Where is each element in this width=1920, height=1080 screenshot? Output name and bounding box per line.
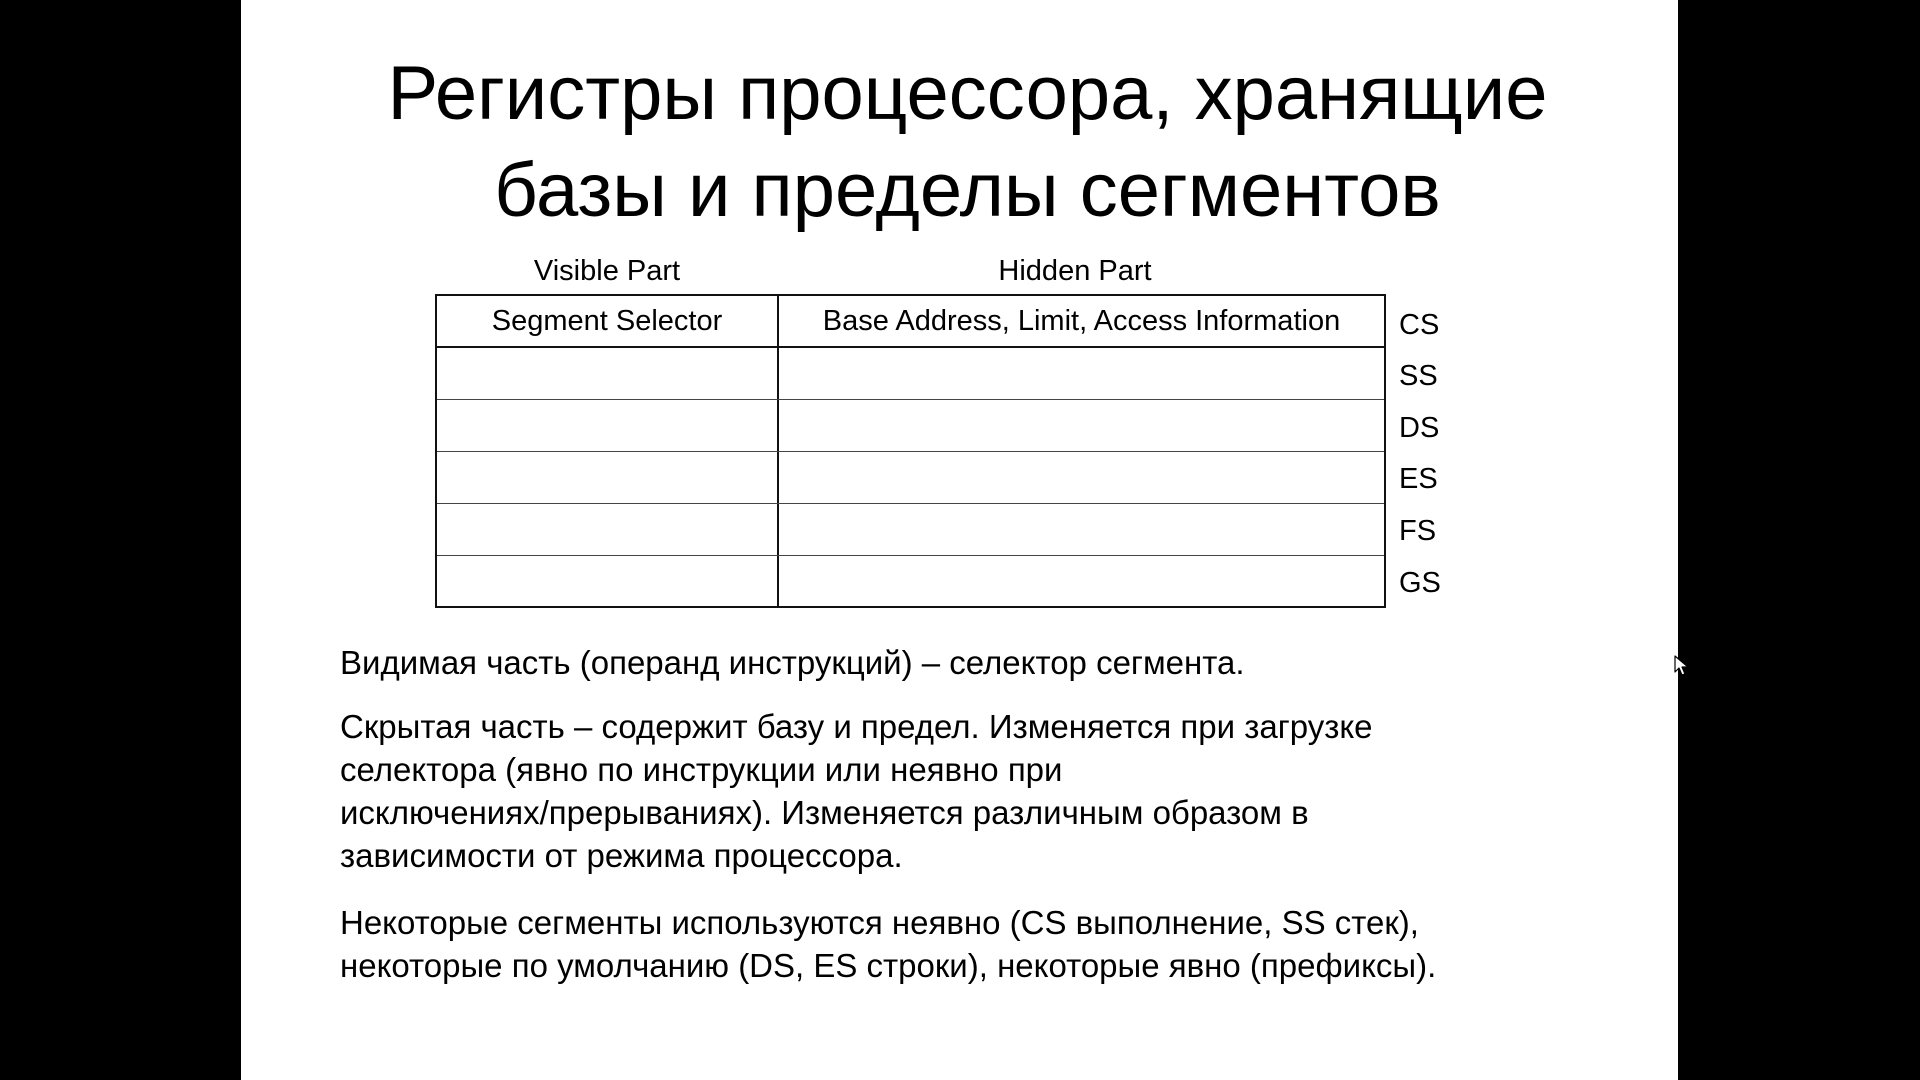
selector-cell xyxy=(437,556,779,608)
table-row xyxy=(437,296,1384,348)
slide xyxy=(241,0,1678,1080)
slide-title xyxy=(241,45,1678,239)
table-row xyxy=(437,452,1384,504)
slide-title-line-2: базы и пределы сегментов xyxy=(494,148,1441,233)
paragraph-line: некоторые по умолчанию (DS, ES строки), некоторые явно (префиксы). xyxy=(340,947,1437,984)
hidden-cell xyxy=(779,348,1384,399)
slide-title-line-1: Регистры процессора, хранящие xyxy=(387,51,1548,136)
register-label-cs: CS xyxy=(1399,309,1440,341)
register-label-ss: SS xyxy=(1399,360,1438,392)
hidden-cell xyxy=(779,504,1384,555)
register-label-gs: GS xyxy=(1399,567,1441,599)
paragraph-visible-part: Видимая часть (операнд инструкций) – селектор сегмента. xyxy=(340,644,1245,681)
selector-cell: Segment Selector xyxy=(437,296,779,346)
paragraph-line: Скрытая часть – содержит базу и предел. Изменяется при загрузке xyxy=(340,708,1373,745)
table-row xyxy=(437,556,1384,608)
selector-cell xyxy=(437,504,779,555)
paragraph-line: исключениях/прерываниях). Изменяется различным образом в xyxy=(340,794,1309,831)
hidden-cell xyxy=(779,400,1384,451)
hidden-cell: Base Address, Limit, Access Information xyxy=(822,304,1341,337)
paragraph-hidden-part xyxy=(340,705,1620,877)
selector-cell xyxy=(437,400,779,451)
hidden-part-header: Hidden Part xyxy=(998,255,1152,287)
register-label-ds: DS xyxy=(1399,412,1440,444)
register-label-fs: FS xyxy=(1399,515,1437,547)
segment-register-table xyxy=(435,294,1386,608)
selector-cell xyxy=(437,348,779,399)
paragraph-line: Некоторые сегменты используются неявно (CS выполнение, SS стек), xyxy=(340,904,1419,941)
hidden-cell xyxy=(779,452,1384,503)
paragraph-line: зависимости от режима процессора. xyxy=(340,837,903,874)
hidden-cell xyxy=(779,556,1384,608)
visible-part-header: Visible Part xyxy=(533,255,681,287)
register-label-es: ES xyxy=(1399,463,1438,495)
table-row xyxy=(437,504,1384,556)
table-row xyxy=(437,348,1384,400)
table-row xyxy=(437,400,1384,452)
mouse-pointer-icon xyxy=(1674,655,1690,677)
paragraph-segment-usage xyxy=(340,901,1620,987)
paragraph-line: селектора (явно по инструкции или неявно при xyxy=(340,751,1063,788)
selector-cell xyxy=(437,452,779,503)
